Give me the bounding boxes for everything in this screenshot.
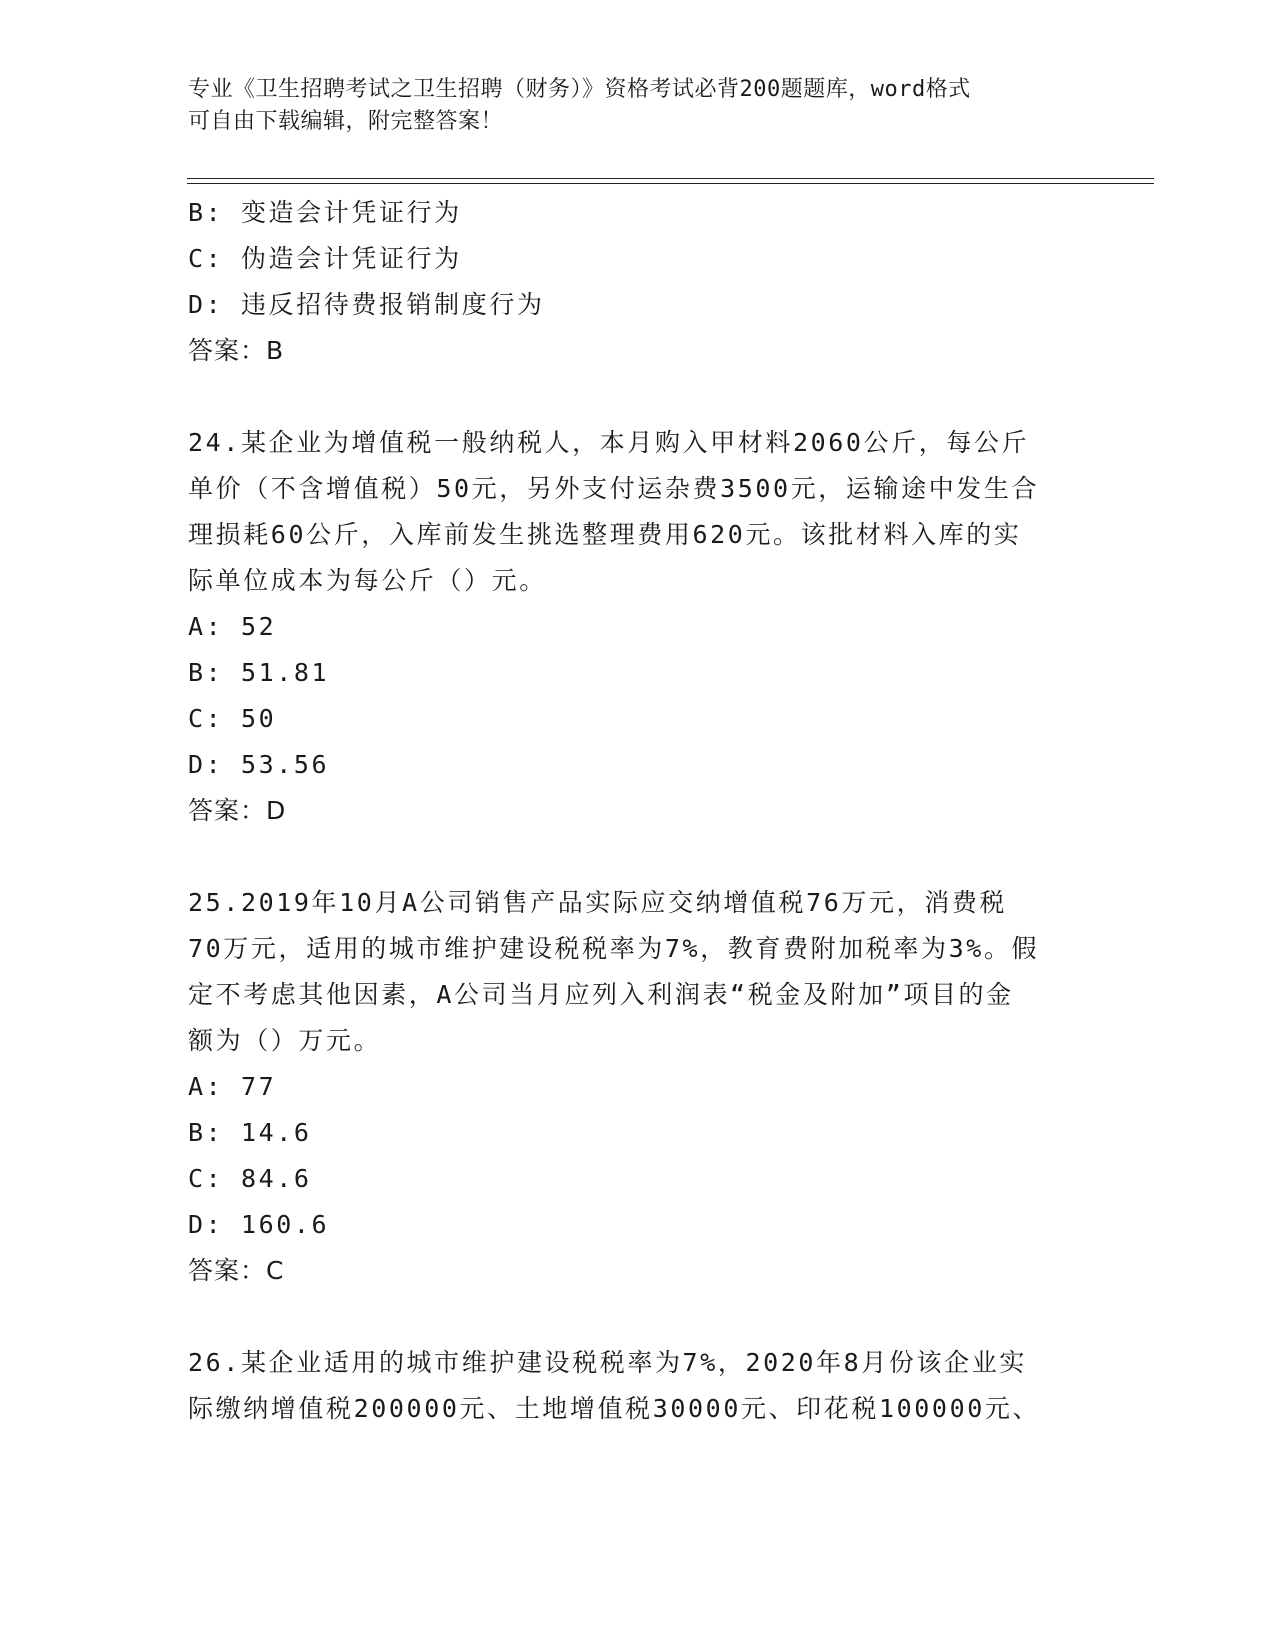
answer: 答案：B bbox=[188, 336, 285, 365]
question-text-line: 26.某企业适用的城市维护建设税税率为7%，2020年8月份该企业实 bbox=[188, 1348, 1027, 1377]
header-line-2: 可自由下载编辑，附完整答案！ bbox=[188, 109, 504, 134]
option-b: B: 变造会计凭证行为 bbox=[188, 198, 462, 227]
question-25 bbox=[188, 880, 1088, 1294]
question-23 bbox=[188, 190, 1088, 374]
header-rule-top bbox=[187, 178, 1154, 179]
option-d: D: 53.56 bbox=[188, 750, 330, 779]
document-header bbox=[188, 74, 1068, 138]
question-text-line: 额为（）万元。 bbox=[188, 1026, 382, 1055]
question-text-line: 际单位成本为每公斤（）元。 bbox=[188, 566, 547, 595]
option-d: D: 违反招待费报销制度行为 bbox=[188, 290, 545, 319]
answer: 答案：C bbox=[188, 1256, 285, 1285]
question-text-line: 单价（不含增值税）50元，另外支付运杂费3500元，运输途中发生合 bbox=[188, 474, 1040, 503]
spacer bbox=[188, 1294, 1088, 1340]
option-c: C: 84.6 bbox=[188, 1164, 312, 1193]
header-line-1: 专业《卫生招聘考试之卫生招聘（财务）》资格考试必背200题题库，word格式 bbox=[188, 77, 971, 102]
question-text-line: 际缴纳增值税200000元、土地增值税30000元、印花税100000元、 bbox=[188, 1394, 1041, 1423]
question-text-line: 理损耗60公斤，入库前发生挑选整理费用620元。该批材料入库的实 bbox=[188, 520, 1022, 549]
option-a: A: 52 bbox=[188, 612, 277, 641]
option-d: D: 160.6 bbox=[188, 1210, 330, 1239]
option-c: C: 伪造会计凭证行为 bbox=[188, 244, 462, 273]
spacer bbox=[188, 834, 1088, 880]
option-b: B: 51.81 bbox=[188, 658, 330, 687]
question-text-line: 定不考虑其他因素，A公司当月应列入利润表“税金及附加”项目的金 bbox=[188, 980, 1014, 1009]
question-26 bbox=[188, 1340, 1088, 1432]
option-b: B: 14.6 bbox=[188, 1118, 312, 1147]
option-c: C: 50 bbox=[188, 704, 277, 733]
answer: 答案：D bbox=[188, 796, 287, 825]
question-text-line: 25.2019年10月A公司销售产品实际应交纳增值税76万元，消费税 bbox=[188, 888, 1008, 917]
question-24 bbox=[188, 420, 1088, 834]
document-content bbox=[188, 190, 1088, 1432]
option-a: A: 77 bbox=[188, 1072, 277, 1101]
question-text-line: 24.某企业为增值税一般纳税人，本月购入甲材料2060公斤，每公斤 bbox=[188, 428, 1030, 457]
header-rule-bottom bbox=[187, 183, 1154, 184]
spacer bbox=[188, 374, 1088, 420]
question-text-line: 70万元，适用的城市维护建设税税率为7%，教育费附加税率为3%。假 bbox=[188, 934, 1040, 963]
